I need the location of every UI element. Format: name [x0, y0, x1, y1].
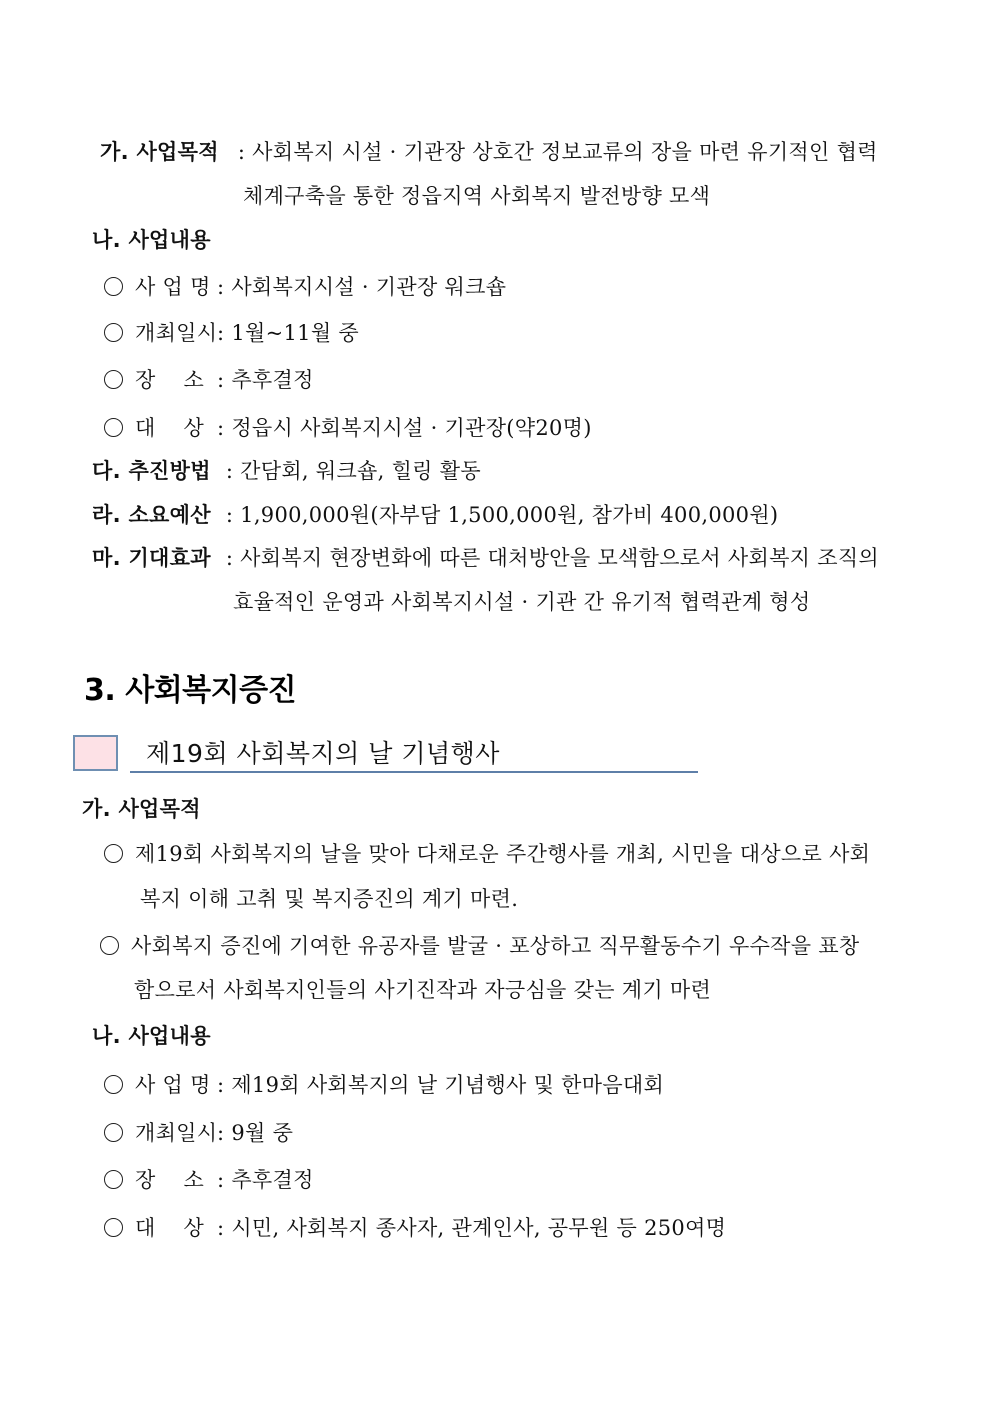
item-key: 사 업 명: [135, 275, 211, 299]
purpose-item-line2: 복지 이해 고취 및 복지증진의 계기 마련.: [140, 887, 519, 911]
purpose-label: 가. 사업목적: [82, 797, 201, 821]
method-value: : 간담회, 워크숍, 힐링 활동: [225, 459, 481, 483]
purpose-item-line1: 제19회 사회복지의 날을 맞아 다채로운 주간행사를 개최, 시민을 대상으로 사회: [135, 842, 871, 866]
content-label: 나. 사업내용: [92, 1024, 211, 1048]
item-value: : 제19회 사회복지의 날 기념행사 및 한마음대회: [217, 1073, 665, 1097]
item-value: : 추후결정: [217, 1168, 314, 1192]
item-key: 개최일시: [135, 321, 218, 345]
list-item: [104, 1166, 314, 1194]
circle-bullet-icon: [104, 1123, 123, 1142]
purpose-text-line2: 체계구축을 통한 정읍지역 사회복지 발전방향 모색: [243, 184, 711, 208]
method-label: 다. 추진방법: [92, 459, 211, 483]
purpose-item-line2: 함으로서 사회복지인들의 사기진작과 자긍심을 갖는 계기 마련: [134, 978, 712, 1002]
list-item: [104, 1119, 293, 1147]
content-label: 나. 사업내용: [92, 228, 211, 252]
circle-bullet-icon: [104, 844, 123, 863]
budget-row: [92, 501, 778, 529]
circle-bullet-icon: [104, 1075, 123, 1094]
effect-row: [92, 544, 879, 572]
budget-value: : 1,900,000원(자부담 1,500,000원, 참가비 400,000원): [225, 503, 779, 527]
list-item: [104, 319, 359, 347]
item-key: 대 상: [135, 1216, 205, 1240]
purpose-label: 가. 사업목적: [100, 140, 219, 164]
effect-label: 마. 기대효과: [92, 546, 211, 570]
list-item: [104, 1071, 664, 1099]
purpose-text-line1: : 사회복지 시설 · 기관장 상호간 정보교류의 장을 마련 유기적인 협력: [237, 140, 878, 164]
circle-bullet-icon: [104, 370, 123, 389]
circle-bullet-icon: [104, 323, 123, 342]
item-key: 사 업 명: [135, 1073, 211, 1097]
item-key: 장 소: [135, 368, 205, 392]
section-title: 3. 사회복지증진: [84, 673, 297, 708]
item-value: : 시민, 사회복지 종사자, 관계인사, 공무원 등 250여명: [217, 1216, 727, 1240]
purpose-item-line1: 사회복지 증진에 기여한 유공자를 발굴 · 포상하고 직무활동수기 우수작을 표창: [131, 934, 860, 958]
list-item: [104, 273, 506, 301]
list-item: [104, 366, 314, 394]
effect-text-line1: : 사회복지 현장변화에 따른 대처방안을 모색함으로서 사회복지 조직의: [225, 546, 880, 570]
item-value: : 9월 중: [217, 1121, 294, 1145]
circle-bullet-icon: [100, 936, 119, 955]
budget-label: 라. 소요예산: [92, 503, 211, 527]
circle-bullet-icon: [104, 277, 123, 296]
circle-bullet-icon: [104, 418, 123, 437]
subsection-marker: [73, 735, 118, 771]
subsection-title: 제19회 사회복지의 날 기념행사: [146, 739, 500, 768]
item-value: : 1월~11월 중: [217, 321, 359, 345]
purpose-row: [100, 138, 878, 166]
circle-bullet-icon: [104, 1170, 123, 1189]
effect-text-line2: 효율적인 운영과 사회복지시설 · 기관 간 유기적 협력관계 형성: [233, 590, 811, 614]
item-value: : 정읍시 사회복지시설 · 기관장(약20명): [217, 416, 592, 440]
circle-bullet-icon: [104, 1218, 123, 1237]
item-value: : 추후결정: [217, 368, 314, 392]
purpose-item: [100, 932, 860, 960]
item-key: 장 소: [135, 1168, 205, 1192]
item-key: 대 상: [135, 416, 205, 440]
purpose-item: [104, 840, 870, 868]
method-row: [92, 457, 481, 485]
list-item: [104, 414, 592, 442]
list-item: [104, 1214, 726, 1242]
item-value: : 사회복지시설 · 기관장 워크숍: [217, 275, 507, 299]
subsection-title-bar: [130, 735, 698, 773]
item-key: 개최일시: [135, 1121, 218, 1145]
